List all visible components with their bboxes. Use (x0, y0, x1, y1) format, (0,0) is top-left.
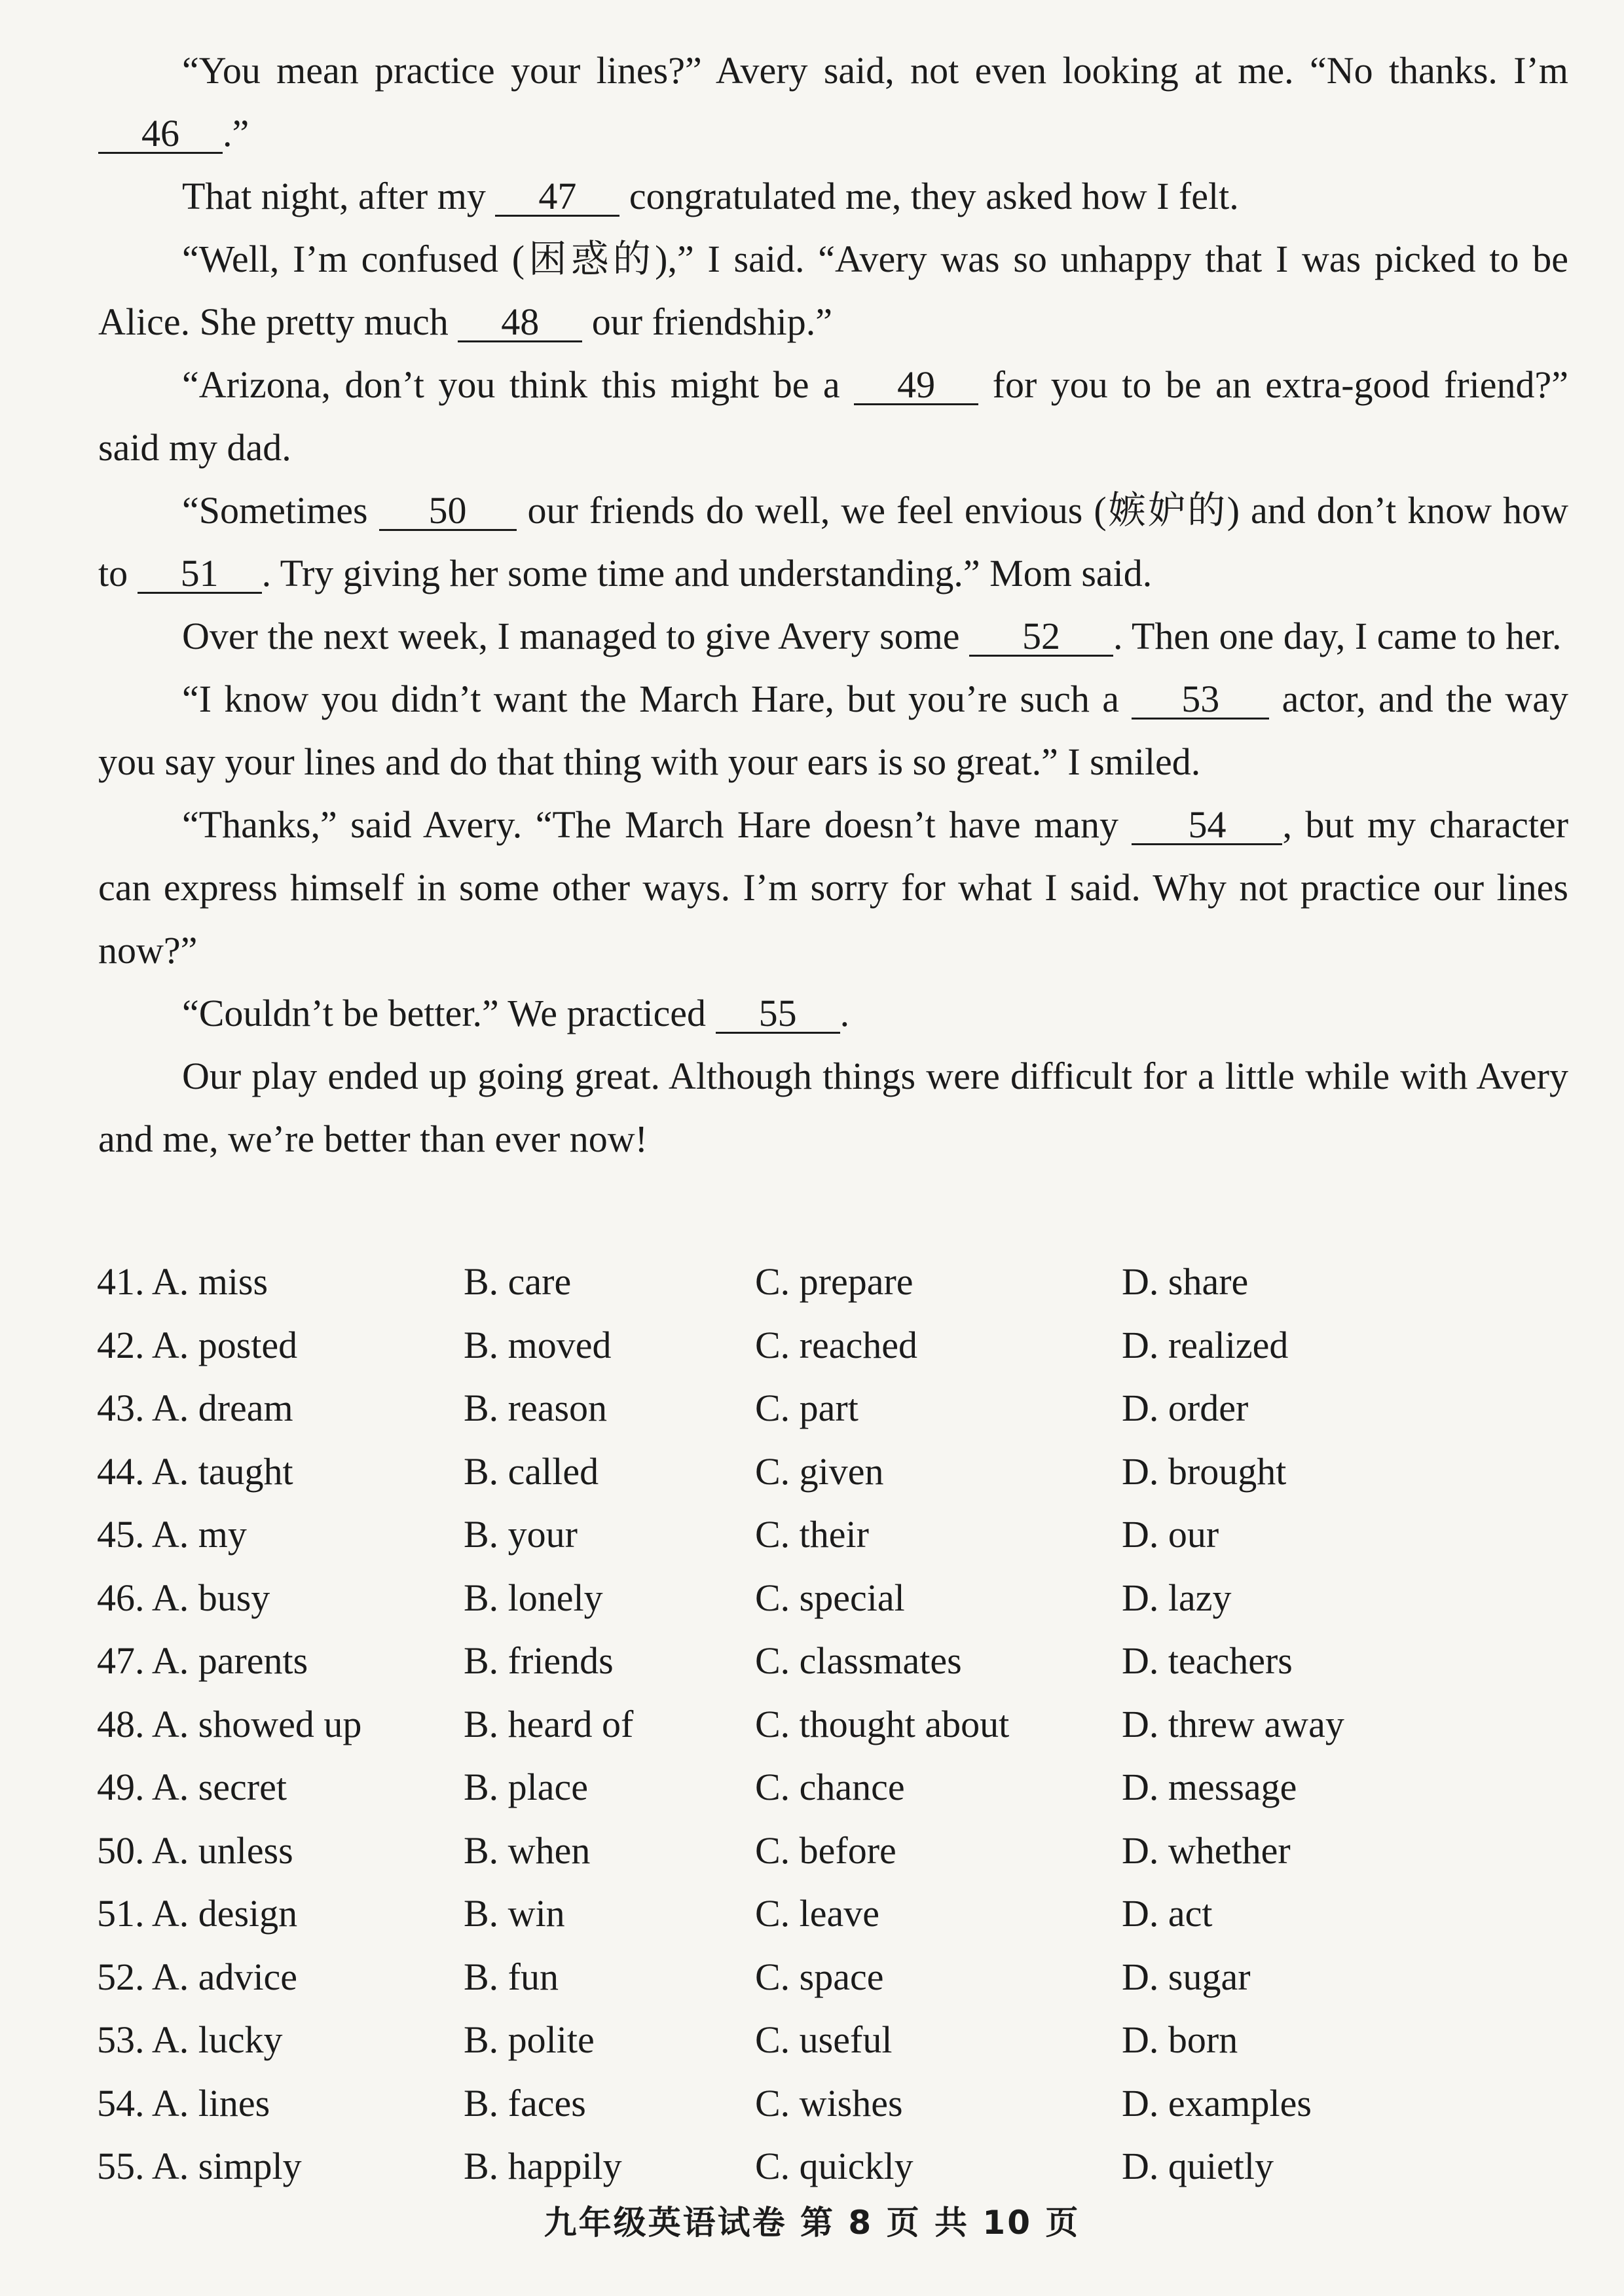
option-a-text: A. advice (151, 1955, 298, 1998)
option-a-text: A. showed up (151, 1702, 362, 1745)
question-number: 54. (97, 2081, 145, 2124)
paragraph-text: our friendship.” (582, 301, 832, 343)
option-a-text: A. secret (151, 1766, 287, 1808)
question-number: 43. (97, 1387, 145, 1429)
option-a (97, 1567, 464, 1630)
paragraph-text: “Sometimes (182, 489, 379, 532)
question-row (97, 1377, 1564, 1440)
option-d: D. order (1122, 1387, 1249, 1429)
option-d: D. teachers (1122, 1639, 1293, 1682)
option-a-text: A. design (151, 1892, 298, 1935)
option-d: D. our (1122, 1513, 1219, 1556)
option-a (97, 2072, 464, 2136)
option-c: C. before (755, 1829, 896, 1872)
passage-paragraph (98, 39, 1568, 165)
question-row (97, 1314, 1564, 1377)
option-a (97, 1314, 464, 1377)
blank-50: 50 (379, 492, 517, 531)
option-b: B. care (464, 1260, 572, 1303)
option-c: C. special (755, 1576, 905, 1619)
passage-paragraph (98, 605, 1568, 668)
option-a (97, 1756, 464, 1819)
option-a-text: A. my (151, 1513, 247, 1556)
option-c: C. reached (755, 1323, 917, 1366)
question-number: 49. (97, 1766, 145, 1808)
option-c: C. prepare (755, 1260, 913, 1303)
option-d: D. quietly (1122, 2145, 1274, 2187)
paragraph-text: “Thanks,” said Avery. “The March Hare doesn’t have many (182, 803, 1132, 846)
question-row (97, 1882, 1564, 1946)
option-c: C. quickly (755, 2145, 913, 2187)
option-b: B. faces (464, 2081, 586, 2124)
option-a (97, 1250, 464, 1314)
option-d: D. act (1122, 1892, 1213, 1935)
question-row (97, 1250, 1564, 1314)
paragraph-text: “I know you didn’t want the March Hare, but you’re such a (182, 678, 1132, 720)
option-a (97, 2009, 464, 2072)
option-b: B. fun (464, 1955, 559, 1998)
option-c: C. classmates (755, 1639, 962, 1682)
option-c: C. leave (755, 1892, 880, 1935)
option-a-text: A. miss (151, 1260, 268, 1303)
question-number: 51. (97, 1892, 145, 1935)
option-a (97, 1377, 464, 1440)
question-row (97, 1756, 1564, 1819)
option-a-text: A. posted (151, 1323, 298, 1366)
question-number: 50. (97, 1829, 145, 1872)
question-number: 47. (97, 1639, 145, 1682)
blank-55: 55 (716, 995, 840, 1034)
paragraph-text: for you to be an extra-good friend?” said my dad. (98, 363, 1568, 469)
question-row (97, 1503, 1564, 1567)
paragraph-text: Our play ended up going great. Although things were difficult for a little while with Avery and me, we’re better than ever now! (98, 1055, 1568, 1160)
blank-54: 54 (1132, 807, 1282, 845)
option-a-text: A. lucky (151, 2018, 283, 2061)
option-c: C. useful (755, 2018, 893, 2061)
question-number: 44. (97, 1449, 145, 1493)
passage-paragraph (98, 228, 1568, 354)
question-number: 46. (97, 1576, 145, 1619)
option-c: C. their (755, 1513, 869, 1556)
option-a-text: A. unless (151, 1829, 293, 1872)
question-number: 45. (97, 1513, 145, 1556)
question-number: 48. (97, 1702, 145, 1745)
option-b: B. reason (464, 1387, 608, 1429)
option-b: B. happily (464, 2145, 622, 2187)
paragraph-text: “Arizona, don’t you think this might be a (182, 363, 855, 406)
paragraph-text: . Try giving her some time and understanding.” Mom said. (261, 552, 1153, 594)
question-row (97, 1946, 1564, 2009)
question-row (97, 2135, 1564, 2198)
question-row (97, 2009, 1564, 2072)
passage-paragraph (98, 668, 1568, 793)
paragraph-text: Over the next week, I managed to give Avery some (182, 615, 970, 657)
question-number: 41. (97, 1260, 145, 1303)
paragraph-text: “Well, I’m confused (困惑的),” I said. “Avery was so unhappy that I was picked to be Alice. She pretty much (98, 238, 1568, 343)
paragraph-text: our friends do well, we feel envious (嫉妒的) and don’t know how to (98, 489, 1568, 594)
option-d: D. sugar (1122, 1955, 1251, 1998)
question-number: 55. (97, 2145, 145, 2187)
option-d: D. brought (1122, 1449, 1287, 1493)
paragraph-text: , but my character can express himself in some other ways. I’m sorry for what I said. Why not practice our lines now?” (98, 803, 1569, 972)
option-a (97, 1946, 464, 2009)
option-d: D. lazy (1122, 1576, 1232, 1619)
option-d: D. realized (1122, 1323, 1289, 1366)
option-d: D. whether (1122, 1829, 1291, 1872)
option-c: C. given (755, 1449, 884, 1493)
paragraph-text: congratulated me, they asked how I felt. (619, 175, 1239, 217)
option-c: C. thought about (755, 1702, 1010, 1745)
question-number: 53. (97, 2018, 145, 2061)
option-a (97, 1630, 464, 1693)
passage-paragraph (98, 479, 1568, 605)
paragraph-text: actor, and the way you say your lines and do that thing with your ears is so great.” I smiled. (98, 678, 1568, 783)
question-number: 42. (97, 1323, 145, 1366)
option-c: C. space (755, 1955, 884, 1998)
blank-51: 51 (138, 555, 262, 594)
option-a (97, 1882, 464, 1946)
blank-53: 53 (1132, 681, 1269, 720)
option-b: B. lonely (464, 1576, 603, 1619)
option-a (97, 1693, 464, 1757)
paragraph-text: . Then one day, I came to her. (1113, 615, 1562, 657)
page-footer: 九年级英语试卷 第 8 页 共 10 页 (544, 2204, 1080, 2242)
blank-52: 52 (969, 618, 1113, 657)
option-b: B. called (464, 1449, 599, 1493)
option-a-text: A. dream (151, 1387, 293, 1429)
option-b: B. friends (464, 1639, 614, 1682)
option-a-text: A. simply (151, 2145, 302, 2187)
option-a-text: A. parents (151, 1639, 308, 1682)
option-d: D. examples (1122, 2081, 1312, 2124)
option-b: B. heard of (464, 1702, 634, 1745)
option-b: B. place (464, 1766, 589, 1808)
option-b: B. when (464, 1829, 591, 1872)
paragraph-text: . (840, 992, 850, 1034)
passage-paragraph (98, 165, 1568, 228)
paragraph-text: That night, after my (182, 175, 496, 217)
option-d: D. threw away (1122, 1702, 1344, 1745)
option-a-text: A. taught (151, 1449, 293, 1493)
paragraph-text: “You mean practice your lines?” Avery said, not even looking at me. “No thanks. I’m (182, 49, 1568, 92)
option-c: C. chance (755, 1766, 905, 1808)
question-row (97, 1819, 1564, 1883)
paragraph-text: .” (223, 112, 249, 155)
passage-paragraph (98, 793, 1568, 982)
option-c: C. wishes (755, 2081, 903, 2124)
option-c: C. part (755, 1387, 858, 1429)
option-d: D. born (1122, 2018, 1238, 2061)
question-number: 52. (97, 1955, 145, 1998)
option-a (97, 1503, 464, 1567)
blank-49: 49 (854, 367, 978, 405)
passage-paragraph (98, 1045, 1568, 1171)
option-b: B. moved (464, 1323, 612, 1366)
cloze-passage (98, 39, 1568, 1171)
option-b: B. polite (464, 2018, 595, 2061)
question-row (97, 2072, 1564, 2136)
question-row (97, 1567, 1564, 1630)
question-row (97, 1440, 1564, 1504)
option-b: B. your (464, 1513, 578, 1556)
option-d: D. message (1122, 1766, 1297, 1808)
passage-paragraph (98, 354, 1568, 479)
option-b: B. win (464, 1892, 565, 1935)
blank-46: 46 (98, 115, 223, 154)
option-a-text: A. busy (151, 1576, 270, 1619)
question-row (97, 1693, 1564, 1757)
option-d: D. share (1122, 1260, 1249, 1303)
passage-paragraph (98, 982, 1568, 1045)
question-row (97, 1630, 1564, 1693)
option-a-text: A. lines (151, 2081, 270, 2124)
option-a (97, 1819, 464, 1883)
blank-47: 47 (495, 178, 619, 217)
option-a (97, 1440, 464, 1504)
answer-options (97, 1250, 1564, 2198)
option-a (97, 2135, 464, 2198)
paragraph-text: “Couldn’t be better.” We practiced (182, 992, 716, 1034)
blank-48: 48 (458, 304, 582, 342)
